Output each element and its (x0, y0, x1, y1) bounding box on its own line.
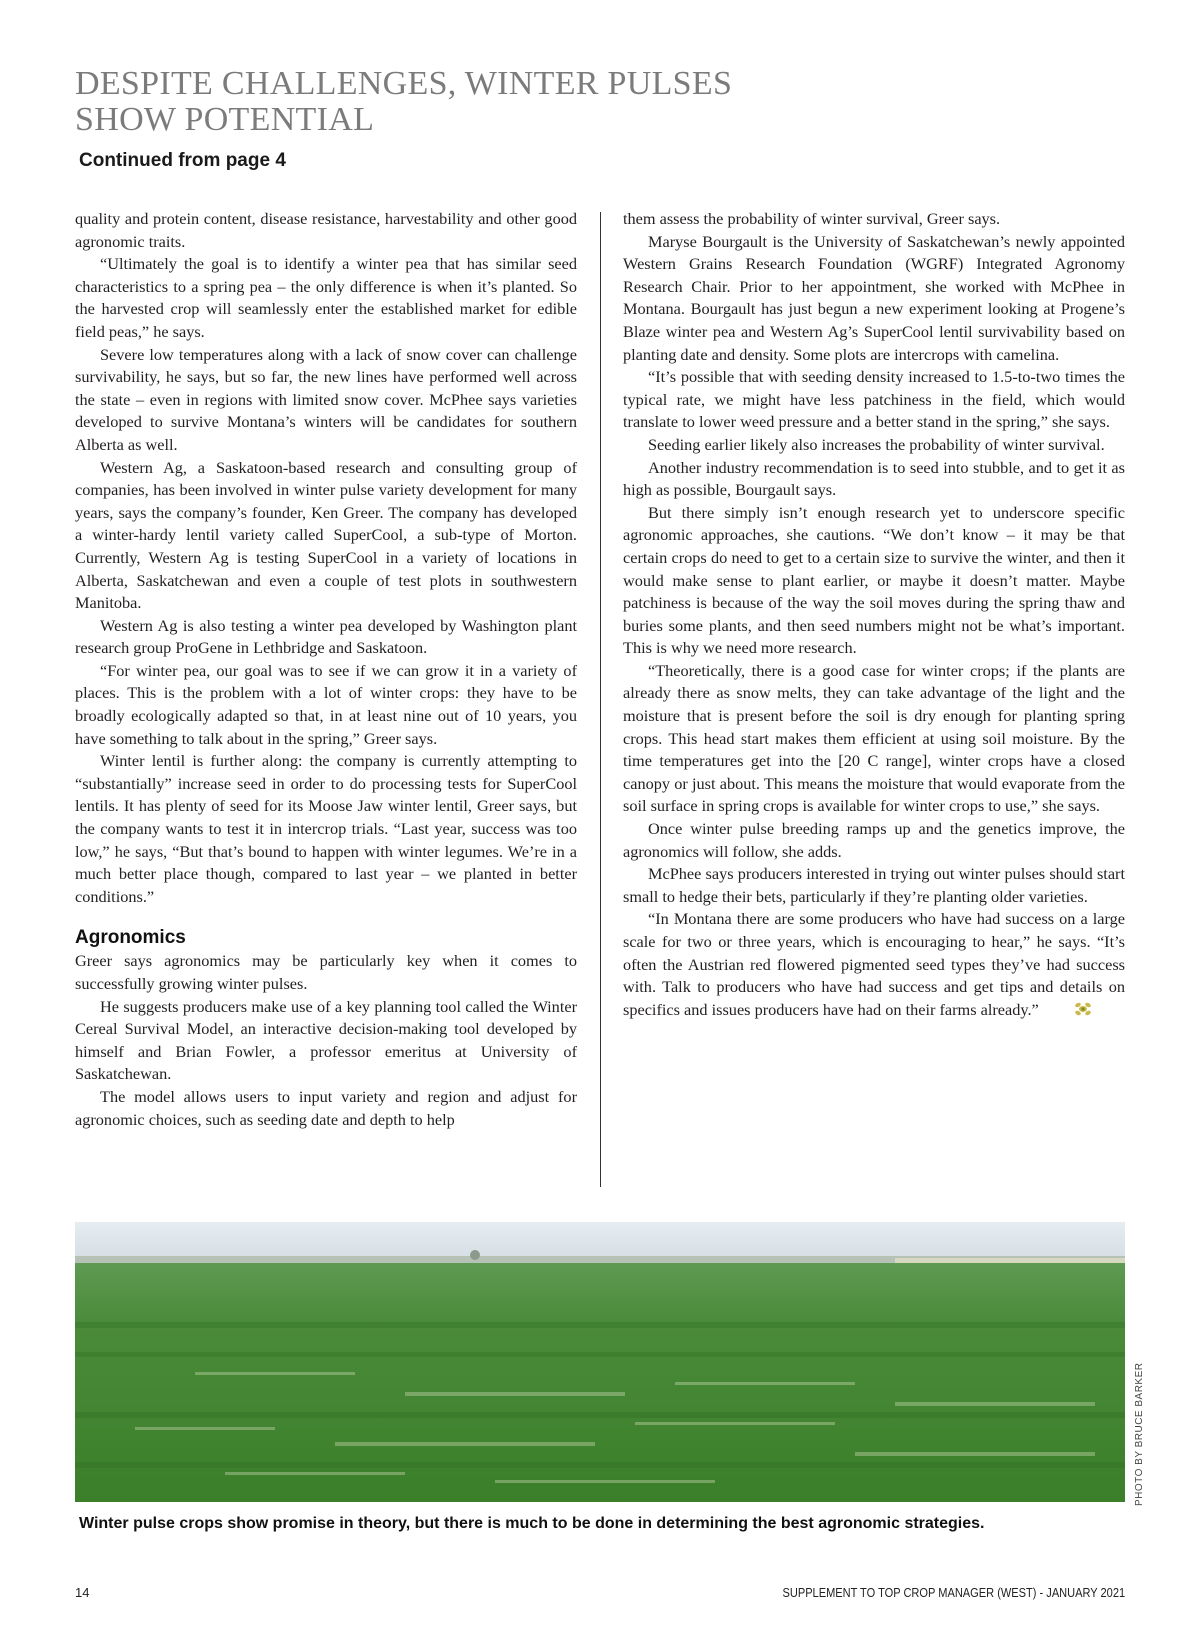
paragraph: quality and protein content, disease resistance, harvestability and other good agronomic traits. (75, 209, 577, 251)
section-subhead: Agronomics (75, 927, 186, 949)
paragraph: The model allows users to input variety and region and adjust for agronomic choices, such as seeding date and depth to help (75, 1086, 577, 1129)
paragraph: Western Ag is also testing a winter pea developed by Washington plant research group ProGene in Lethbridge and Saskatoon. (75, 615, 577, 658)
paragraph: Western Ag, a Saskatoon-based research and consulting group of companies, has been involved in winter pulse variety development for many years, says the company’s founder, Ken Greer. The company has developed a winter-hardy lentil variety called SuperCool, a sub-type of Morton. Currently, Western Ag is testing SuperCool in a variety of locations in Alberta, Saskatchewan and even a couple of test plots in southwestern Manitoba. (75, 457, 577, 613)
field-photo-image (75, 1222, 1125, 1502)
paragraph: Once winter pulse breeding ramps up and the genetics improve, the agronomics will follow, she adds. (623, 819, 1125, 861)
photo-credit: PHOTO BY BRUCE BARKER (1134, 1362, 1145, 1506)
paragraph: Seeding earlier likely also increases the probability of winter survival. (648, 434, 1105, 454)
photo-caption: Winter pulse crops show promise in theory, but there is much to be done in determining the best agronomic strategies. (79, 1515, 985, 1532)
paragraph (623, 908, 1125, 1025)
paragraph: McPhee says producers interested in trying out winter pulses should start small to hedge their bets, particularly if they’re planting older varieties. (623, 864, 1125, 906)
closing-paragraph-text: “In Montana there are some producers who have had success on a large scale for two or three years, which is encouraging to hear,” he says. “It’s often the Austrian red flowered pigmented seed types they’ve had success with. Talk to producers who have had success and get tips and details on specifics and issues producers have had on their farms already.” (623, 909, 1125, 1019)
headline-line-2: SHOW POTENTIAL (75, 101, 375, 138)
left-column (75, 208, 577, 1131)
right-column (623, 208, 1125, 1025)
paragraph: “Theoretically, there is a good case for winter crops; if the plants are already there as snow melts, they can take advantage of the light and the moisture that is present before the soil is dry enough for planting spring crops. This head start makes them efficient at using soil moisture. By the time temperatures get into the [20 C range], winter crops have a closed canopy or just about. This means the moisture that would evaporate from the soil surface in spring crops is available for winter crops to use,” she says. (623, 660, 1125, 816)
paragraph: Winter lentil is further along: the company is currently attempting to “substantially” increase seed in order to do processing tests for SuperCool lentils. It has plenty of seed for its Moose Jaw winter lentil, Greer says, but the company wants to test it in intercrop trials. “Last year, success was too low,” he says, “But that’s bound to happen with winter legumes. We’re in a much better place though, compared to last year – we planted in better conditions.” (75, 751, 577, 906)
column-divider (600, 212, 601, 1187)
headline-line-1: DESPITE CHALLENGES, WINTER PULSES (75, 65, 733, 102)
paragraph: “It’s possible that with seeding density increased to 1.5-to-two times the typical rate, we might have less patchiness in the field, which would translate to lower weed pressure and a better stand in the spring,” she says. (623, 367, 1125, 432)
paragraph: Maryse Bourgault is the University of Saskatchewan’s newly appointed Western Grains Research Foundation (WGRF) Integrated Agronomy Research Chair. Prior to her appointment, she worked with McPhee in Montana. Bourgault has just begun a new experiment looking at Progene’s Blaze winter pea and Western Ag’s SuperCool lentil survivability based on planting date and density. Some plots are intercrops with camelina. (623, 231, 1125, 364)
paragraph: Another industry recommendation is to seed into stubble, and to get it as high as possible, Bourgault says. (623, 457, 1125, 500)
page-number: 14 (75, 1585, 90, 1600)
paragraph: “For winter pea, our goal was to see if we can grow it in a variety of places. This is the problem with a lot of winter crops: they have to be broadly ecologically adapted so that, in at least nine out of 10 years, you have something to talk about in the spring,” Greer says. (75, 660, 577, 748)
paragraph: “Ultimately the goal is to identify a winter pea that has similar seed characteristics to a spring pea – the only difference is when it’s planted. So the harvested crop will seamlessly enter the established market for edible field peas,” he says. (75, 254, 577, 341)
paragraph: But there simply isn’t enough research yet to underscore specific agronomic approaches, she cautions. “We don’t know – it may be that certain crops do need to get to a certain size to survive the winter, and then it would make sense to plant earlier, or maybe it doesn’t matter. Maybe patchiness is because of the way the soil moves during the spring thaw and buries some plants, and then seed numbers might not be what’s important. This is why we need more research. (623, 502, 1125, 658)
paragraph: Greer says agronomics may be particularly key when it comes to successfully growing winter pulses. (75, 951, 577, 993)
field-photo (75, 1222, 1125, 1502)
publication-footer: SUPPLEMENT TO TOP CROP MANAGER (WEST) - JANUARY 2021 (782, 1585, 1125, 1600)
paragraph: Severe low temperatures along with a lack of snow cover can challenge survivability, he says, but so far, the new lines have performed well across the state – even in regions with limited snow cover. McPhee says varieties developed to survive Montana’s winters will be candidates for southern Alberta as well. (75, 344, 577, 454)
continued-from-label: Continued from page 4 (79, 150, 286, 171)
wheat-end-mark-icon (1047, 999, 1094, 1026)
paragraph: them assess the probability of winter survival, Greer says. (623, 209, 1001, 228)
headline (75, 66, 975, 138)
paragraph: He suggests producers make use of a key planning tool called the Winter Cereal Survival Model, an interactive decision-making tool developed by himself and Brian Fowler, a professor emeritus at University of Saskatchewan. (75, 996, 577, 1084)
